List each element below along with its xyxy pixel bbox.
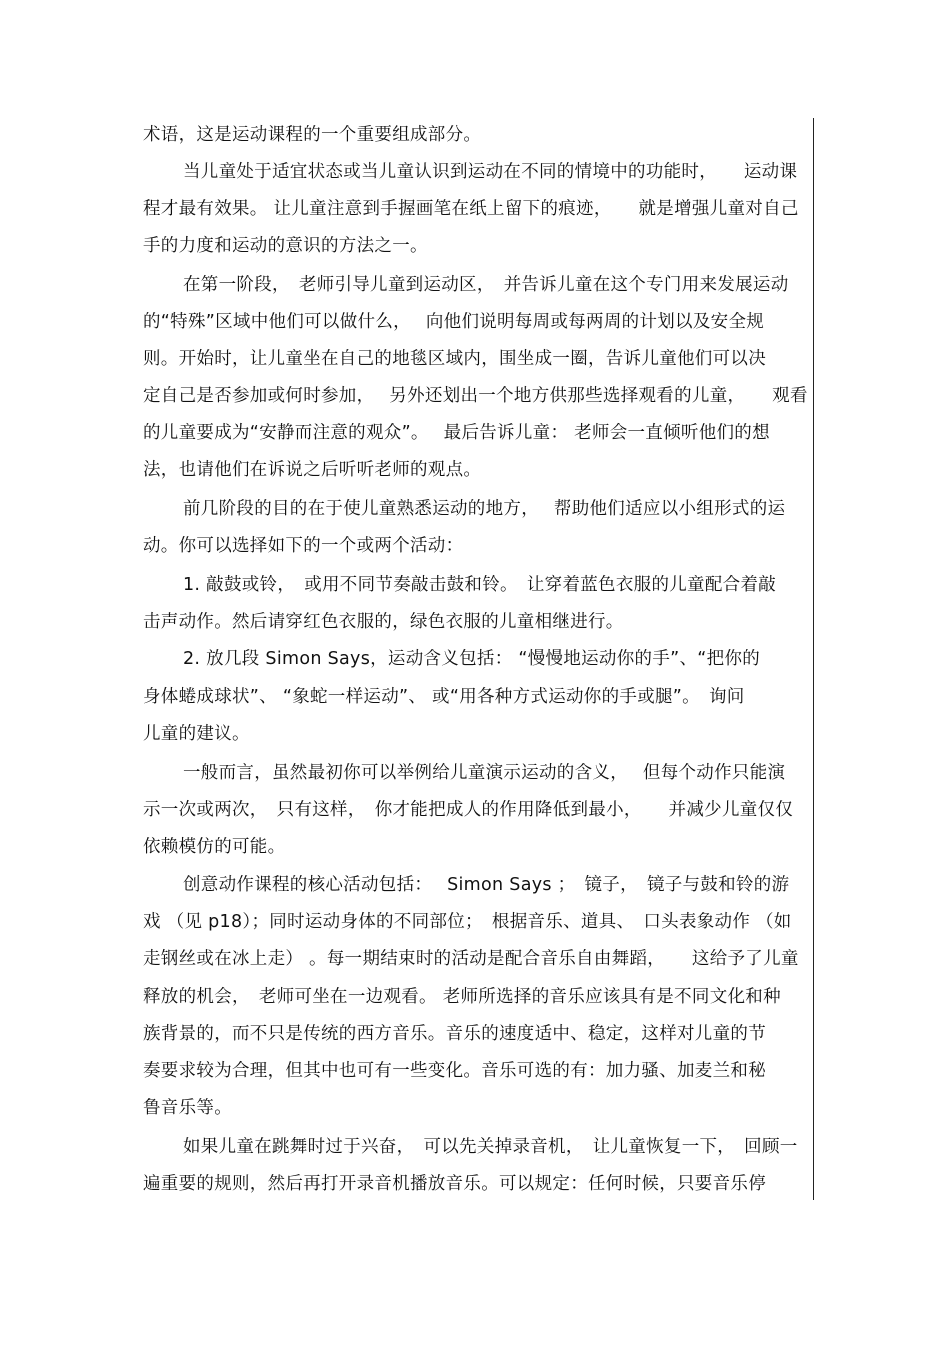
- text-line: 遍重要的规则，然后再打开录音机播放音乐。可以规定：任何时候，只要音乐停: [143, 1174, 766, 1194]
- text-line: 奏要求较为合理，但其中也可有一些变化。音乐可选的有：加力骚、加麦兰和秘: [143, 1061, 766, 1081]
- text-line: 动。你可以选择如下的一个或两个活动：: [143, 536, 464, 556]
- text-line: 的儿童要成为“安静而注意的观众”。 最后告诉儿童： 老师会一直倾听他们的想: [143, 423, 770, 443]
- right-margin-rule: [813, 118, 814, 1200]
- text-line: 当儿童处于适宜状态或当儿童认识到运动在不同的情境中的功能时， 运动课: [183, 162, 798, 182]
- text-line: 创意动作课程的核心活动包括： Simon Says ； 镜子， 镜子与鼓和铃的游: [183, 875, 790, 895]
- text-line: 鲁音乐等。: [143, 1098, 232, 1118]
- text-line: 法，也请他们在诉说之后听听老师的观点。: [143, 460, 482, 480]
- text-line: 身体蜷成球状”、 “象蛇一样运动”、 或“用各种方式运动你的手或腿”。 询问: [143, 687, 745, 707]
- text-line: 的“特殊”区域中他们可以做什么， 向他们说明每周或每两周的计划以及安全规: [143, 312, 765, 332]
- text-line: 前几阶段的目的在于使儿童熟悉运动的地方， 帮助他们适应以小组形式的运: [183, 499, 786, 519]
- text-line: 则。开始时，让儿童坐在自己的地毯区域内，围坐成一圈，告诉儿童他们可以决: [143, 349, 766, 369]
- text-line: 儿童的建议。: [143, 724, 250, 744]
- text-line: 程才最有效果。 让儿童注意到手握画笔在纸上留下的痕迹， 就是增强儿童对自己: [143, 199, 799, 219]
- text-line: 1. 敲鼓或铃， 或用不同节奏敲击鼓和铃。 让穿着蓝色衣服的儿童配合着敲: [183, 575, 777, 595]
- text-line: 依赖模仿的可能。: [143, 837, 286, 857]
- text-line: 示一次或两次， 只有这样， 你才能把成人的作用降低到最小， 并减少儿童仅仅: [143, 800, 794, 820]
- text-line: 手的力度和运动的意识的方法之一。: [143, 236, 428, 256]
- text-line: 击声动作。然后请穿红色衣服的，绿色衣服的儿童相继进行。: [143, 612, 624, 632]
- text-line: 族背景的，而不只是传统的西方音乐。音乐的速度适中、稳定，这样对儿童的节: [143, 1024, 766, 1044]
- text-line: 戏 （见 p18）；同时运动身体的不同部位； 根据音乐、道具、 口头表象动作 （如: [143, 912, 792, 932]
- text-line: 如果儿童在跳舞时过于兴奋， 可以先关掉录音机， 让儿童恢复一下， 回顾一: [183, 1137, 798, 1157]
- text-line: 在第一阶段， 老师引导儿童到运动区， 并告诉儿童在这个专门用来发展运动: [183, 275, 789, 295]
- text-line: 释放的机会， 老师可坐在一边观看。 老师所选择的音乐应该具有是不同文化和种: [143, 987, 781, 1007]
- text-line: 定自己是否参加或何时参加， 另外还划出一个地方供那些选择观看的儿童， 观看: [143, 386, 808, 406]
- text-line: 2. 放几段 Simon Says，运动含义包括： “慢慢地运动你的手”、“把你的: [183, 649, 761, 669]
- text-line: 走钢丝或在冰上走） 。每一期结束时的活动是配合音乐自由舞蹈， 这给予了儿童: [143, 949, 799, 969]
- text-line: 一般而言，虽然最初你可以举例给儿童演示运动的含义， 但每个动作只能演: [183, 763, 786, 783]
- text-line: 术语，这是运动课程的一个重要组成部分。: [143, 125, 482, 145]
